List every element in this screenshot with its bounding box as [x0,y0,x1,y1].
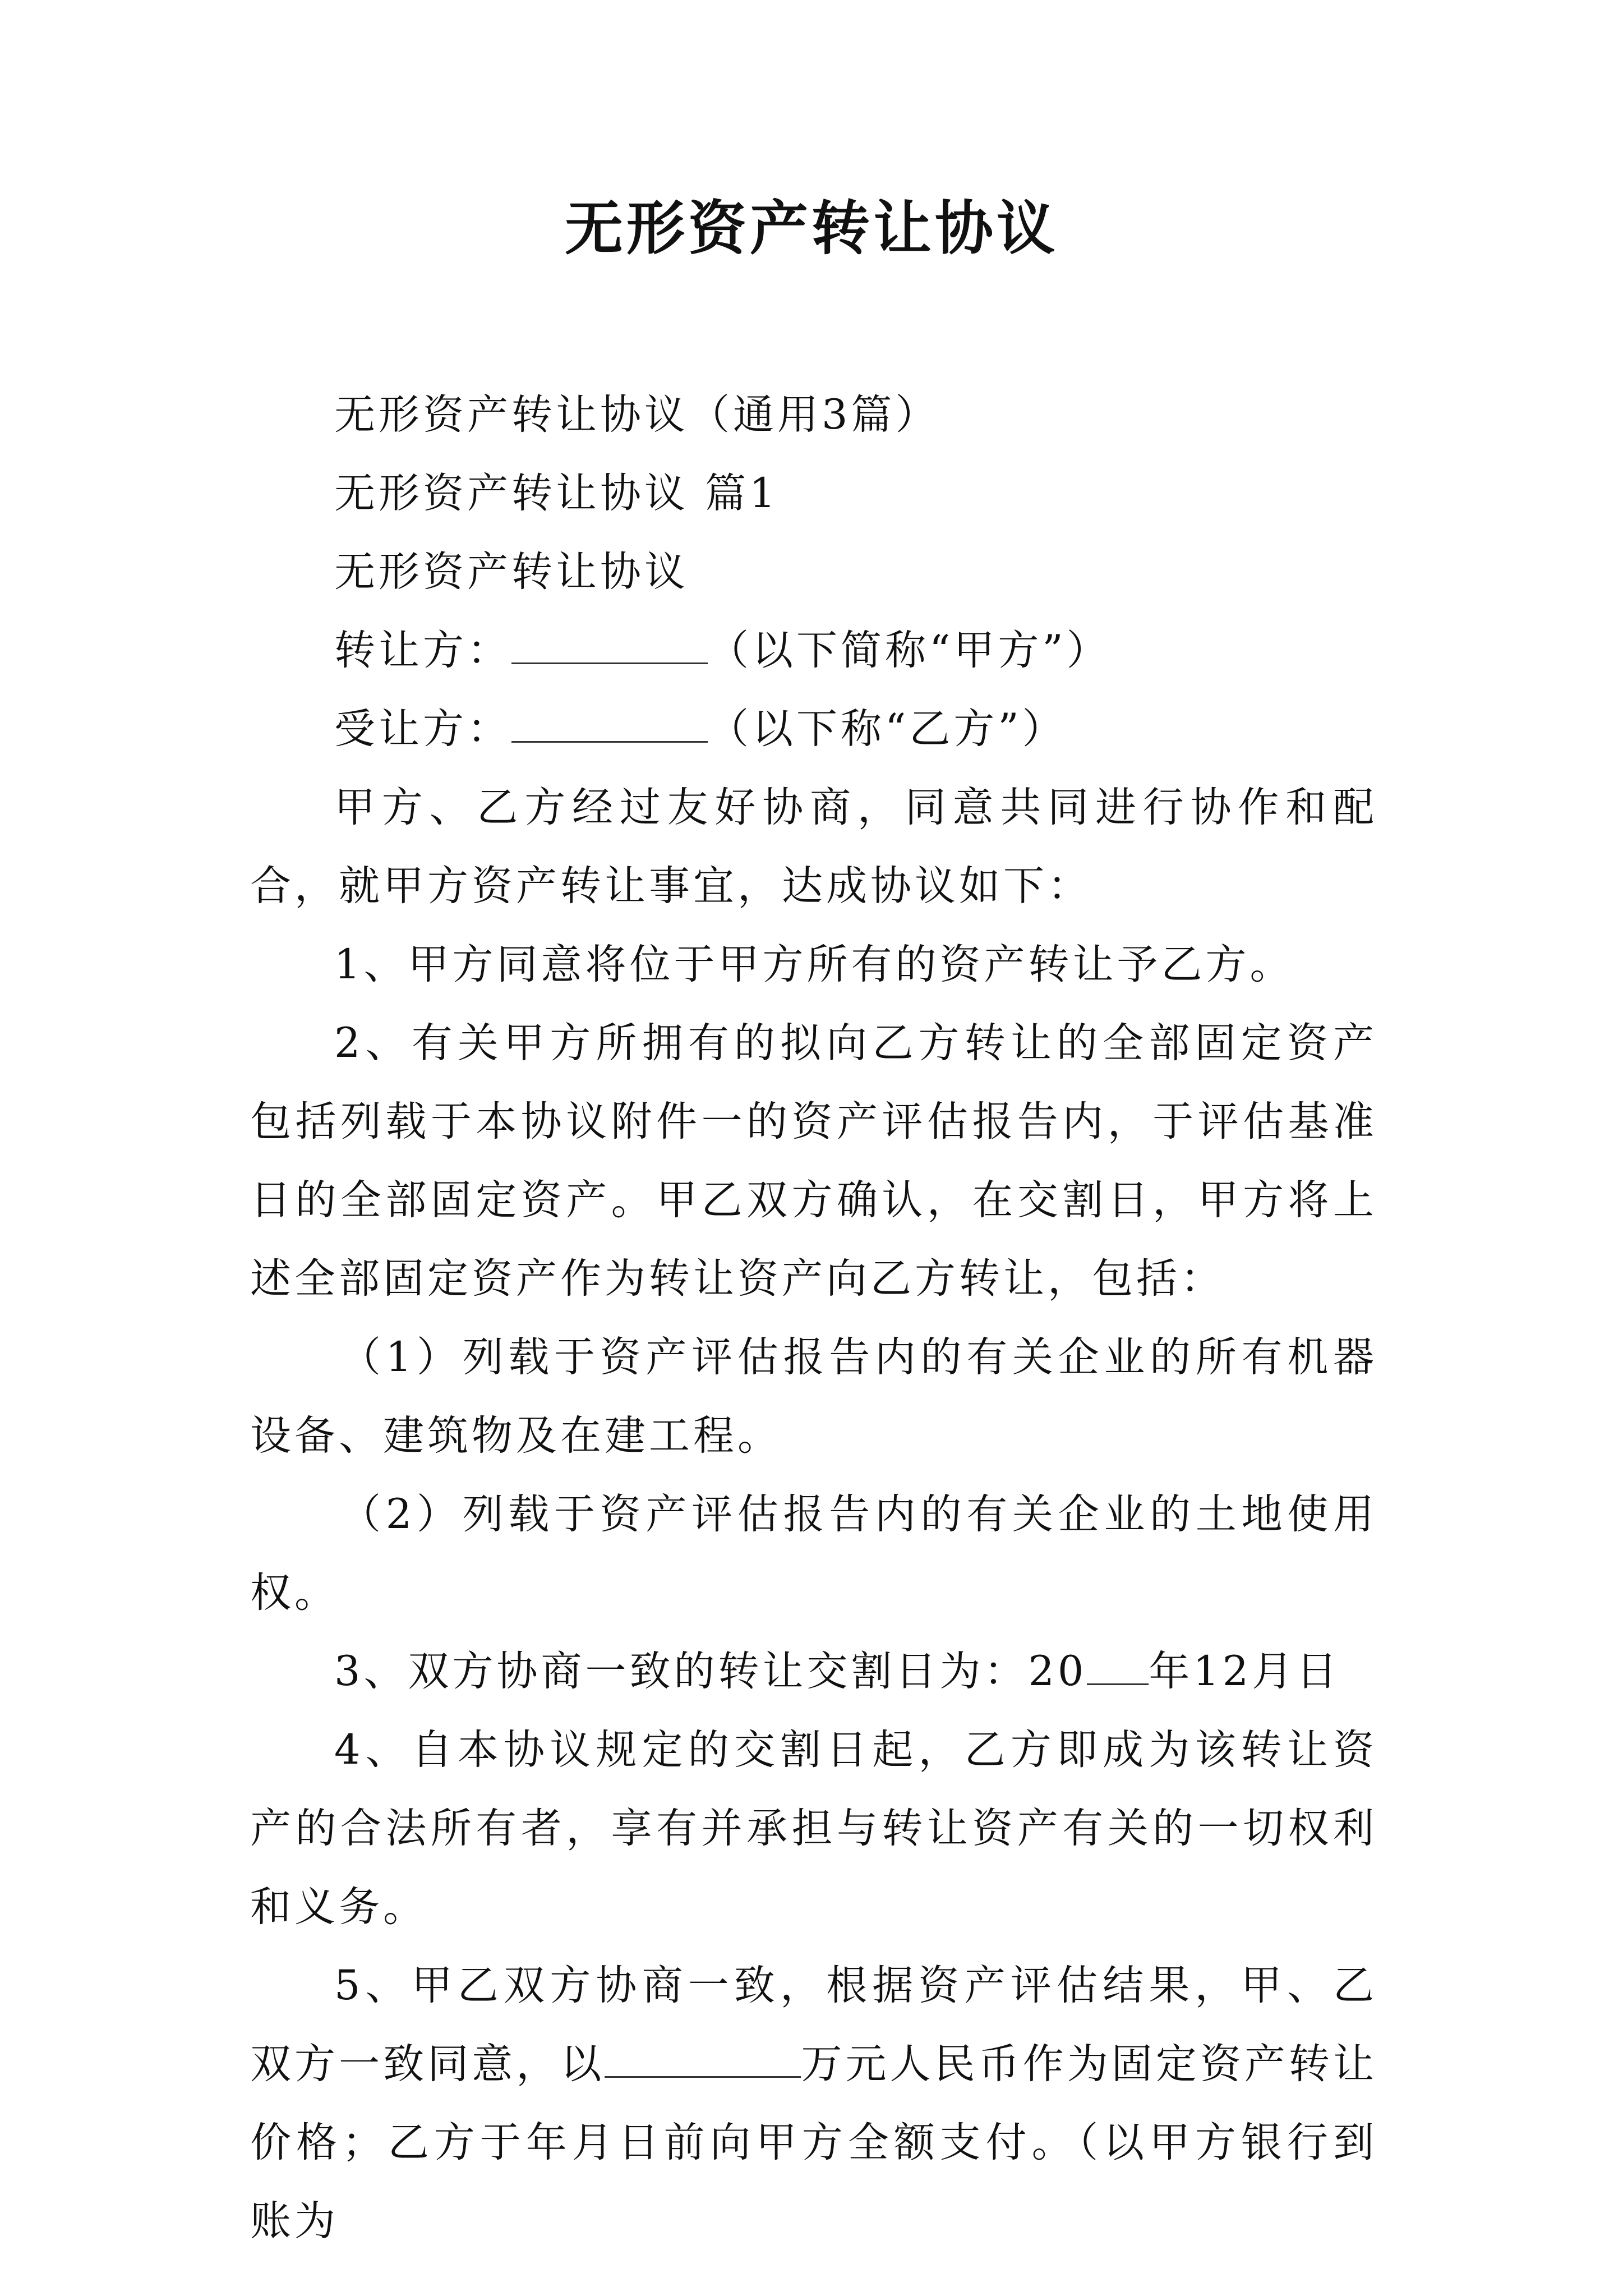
paragraph-heading-agreement: 无形资产转让协议 [334,548,689,596]
paragraph-intro: 甲方、乙方经过友好协商，同意共同进行协作和配合，就甲方资产转让事宜，达成协议如下： [250,784,1377,910]
transferor-note: （以下简称“甲方”） [708,627,1111,674]
paragraph-clause-3 [250,1632,1377,1711]
year-blank [1087,1650,1149,1685]
transferee-label: 受让方： [334,705,511,753]
paragraph-clause-2-item-1: （1）列载于资产评估报告内的有关企业的所有机器设备、建筑物及在建工程。 [250,1333,1377,1460]
paragraph-clause-5 [250,1947,1377,2261]
clause-5-text: 5、甲乙双方协商一致，根据资产评估结果，甲、乙双方一致同意，以 [250,1962,1377,2088]
clause-3-date: 年12月日 [1149,1648,1341,1695]
paragraph-clause-4: 4、自本协议规定的交割日起，乙方即成为该转让资产的合法所有者，享有并承担与转让资产有关的一切权利和义务。 [250,1726,1377,1931]
transferor-blank [511,629,708,664]
paragraph-transferor [250,611,1377,690]
clause-3-text: 3、双方协商一致的转让交割日为：20 [334,1648,1087,1695]
price-blank [605,2042,801,2078]
paragraph-clause-2: 2、有关甲方所拥有的拟向乙方转让的全部固定资产包括列载于本协议附件一的资产评估报告内，于评估基准日的全部固定资产。甲乙双方确认，在交割日，甲方将上述全部固定资产作为转让资产向乙方转让，包括： [250,1019,1377,1303]
transferor-label: 转让方： [334,627,511,674]
paragraph-clause-2-item-2: （2）列载于资产评估报告内的有关企业的土地使用权。 [250,1490,1377,1617]
transferee-note: （以下称“乙方”） [708,705,1067,753]
paragraph-clause-1: 1、甲方同意将位于甲方所有的资产转让予乙方。 [334,941,1294,988]
clause-5-price-text: 万元人民币作为固定资产转让价格；乙方于年月日前向甲方全额支付。（以甲方银行到账为 [250,2040,1378,2245]
paragraph-heading-general: 无形资产转让协议（通用3篇） [334,391,940,439]
transferee-blank [511,707,708,743]
paragraph-heading-part1: 无形资产转让协议 篇1 [334,470,779,517]
paragraph-transferee [250,690,1377,769]
document-title: 无形资产转让协议 [564,194,1058,263]
document-body [250,376,1377,2261]
